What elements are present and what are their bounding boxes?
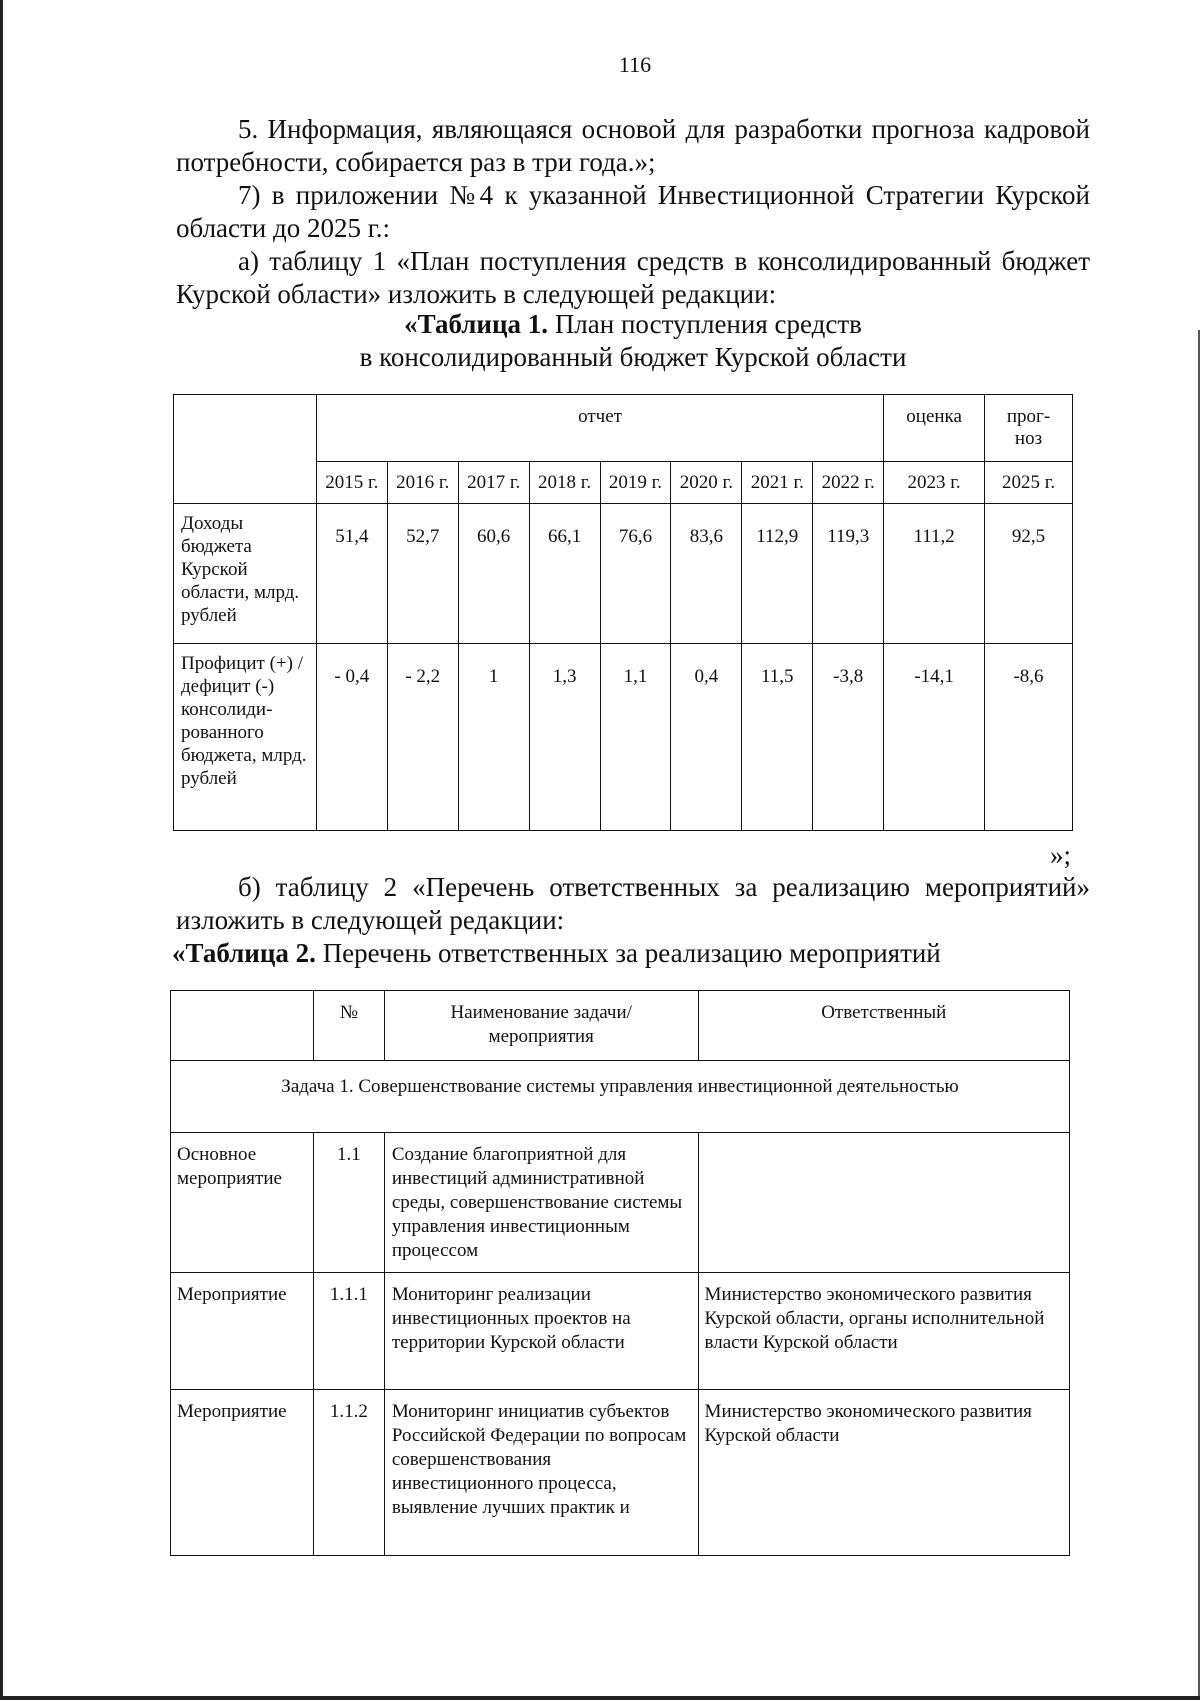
table1-title-bold: «Таблица 1.: [404, 309, 549, 339]
table1-value-cell: 111,2: [884, 504, 985, 644]
table1-closing-quote: »;: [1050, 840, 1072, 870]
table2-header-name: Наименование задачи/мероприятия: [384, 991, 698, 1061]
table2-header-empty: [171, 991, 314, 1061]
table1-year-3: 2018 г.: [529, 462, 600, 504]
table2-title-bold: «Таблица 2.: [172, 938, 316, 968]
table1-year-0: 2015 г.: [316, 462, 387, 504]
table1-value-cell: 11,5: [742, 644, 813, 831]
table1-value-cell: 1,1: [600, 644, 671, 831]
table1-corner-cell: [174, 395, 317, 504]
table1-title-rest: План поступления средств: [548, 309, 862, 339]
table2-row3-name: Мониторинг инициатив субъектов Российской Федерации по вопросам совершенствования инвестиционного процесса, выявление лучших практик и: [384, 1390, 698, 1556]
table2-row1-responsible: [698, 1133, 1069, 1273]
table1-value-cell: - 0,4: [316, 644, 387, 831]
table1-value-cell: -3,8: [813, 644, 884, 831]
table1-value-cell: 51,4: [316, 504, 387, 644]
paragraph-5: 5. Информация, являющаяся основой для разработки прогноза кадровой потребности, собирается раз в три года.»;: [176, 114, 1090, 177]
table1-row-label: Доходы бюджета Курской области, млрд. рублей: [174, 504, 317, 644]
table1-year-2: 2017 г.: [458, 462, 529, 504]
table2-row2-responsible: Министерство экономического развития Курской области, органы исполнительной власти Курской области: [698, 1273, 1069, 1390]
responsibles-table: [170, 990, 1070, 1556]
table2-row2-type: Мероприятие: [171, 1273, 314, 1390]
table2-row1-num: 1.1: [313, 1133, 384, 1273]
table1-year-1: 2016 г.: [387, 462, 458, 504]
table2-title: [172, 937, 941, 970]
budget-table: [173, 394, 1073, 831]
table1-value-cell: 76,6: [600, 504, 671, 644]
scan-edge-bottom: [0, 1696, 1200, 1700]
table1-header-forecast: прог- ноз: [985, 395, 1073, 462]
table2-row1-type: Основное мероприятие: [171, 1133, 314, 1273]
table1-value-cell: 83,6: [671, 504, 742, 644]
table2-row2-name: Мониторинг реализации инвестиционных проектов на территории Курской области: [384, 1273, 698, 1390]
table2-header-responsible: Ответственный: [698, 991, 1069, 1061]
table1-value-cell: 66,1: [529, 504, 600, 644]
table2-row1-name: Создание благоприятной для инвестиций административной среды, совершенствование системы управления инвестиционным процессом: [384, 1133, 698, 1273]
table1-year-7: 2022 г.: [813, 462, 884, 504]
scan-edge-left: [0, 0, 3, 1700]
table2-row2-num: 1.1.1: [313, 1273, 384, 1390]
table1-year-9: 2025 г.: [985, 462, 1073, 504]
table1-value-cell: 119,3: [813, 504, 884, 644]
table1-year-8: 2023 г.: [884, 462, 985, 504]
table1-value-cell: -14,1: [884, 644, 985, 831]
table2-row3-type: Мероприятие: [171, 1390, 314, 1556]
table1-title-line2: в консолидированный бюджет Курской области: [359, 342, 907, 372]
table1-value-cell: 60,6: [458, 504, 529, 644]
table1-header-report: отчет: [316, 395, 883, 462]
table1-year-6: 2021 г.: [742, 462, 813, 504]
table1-value-cell: 52,7: [387, 504, 458, 644]
table1-year-4: 2019 г.: [600, 462, 671, 504]
table1-value-cell: 0,4: [671, 644, 742, 831]
table1-value-cell: 112,9: [742, 504, 813, 644]
table2-header-num: №: [313, 991, 384, 1061]
paragraph-a: а) таблицу 1 «План поступления средств в консолидированный бюджет Курской области» изложить в следующей редакции:: [176, 246, 1090, 309]
page-number: 116: [618, 52, 652, 77]
table1-value-cell: 1: [458, 644, 529, 831]
table1-value-cell: 92,5: [985, 504, 1073, 644]
table2-task-row: Задача 1. Совершенствование системы управления инвестиционной деятельностью: [171, 1061, 1070, 1133]
table1-value-cell: 1,3: [529, 644, 600, 831]
table2-row3-num: 1.1.2: [313, 1390, 384, 1556]
table2-title-rest: Перечень ответственных за реализацию мероприятий: [315, 938, 941, 968]
table1-value-cell: - 2,2: [387, 644, 458, 831]
table1-header-estimate: оценка: [884, 395, 985, 462]
paragraph-7: 7) в приложении №4 к указанной Инвестиционной Стратегии Курской области до 2025 г.:: [176, 180, 1090, 243]
table1-title: [176, 308, 1090, 374]
table1-year-5: 2020 г.: [671, 462, 742, 504]
table1-row-label: Профицит (+) / дефицит (-) консолиди-рованного бюджета, млрд. рублей: [174, 644, 317, 831]
table1-value-cell: -8,6: [985, 644, 1073, 831]
table2-row3-responsible: Министерство экономического развития Курской области: [698, 1390, 1069, 1556]
paragraph-b: б) таблицу 2 «Перечень ответственных за реализацию мероприятий» изложить в следующей редакции:: [176, 872, 1090, 935]
